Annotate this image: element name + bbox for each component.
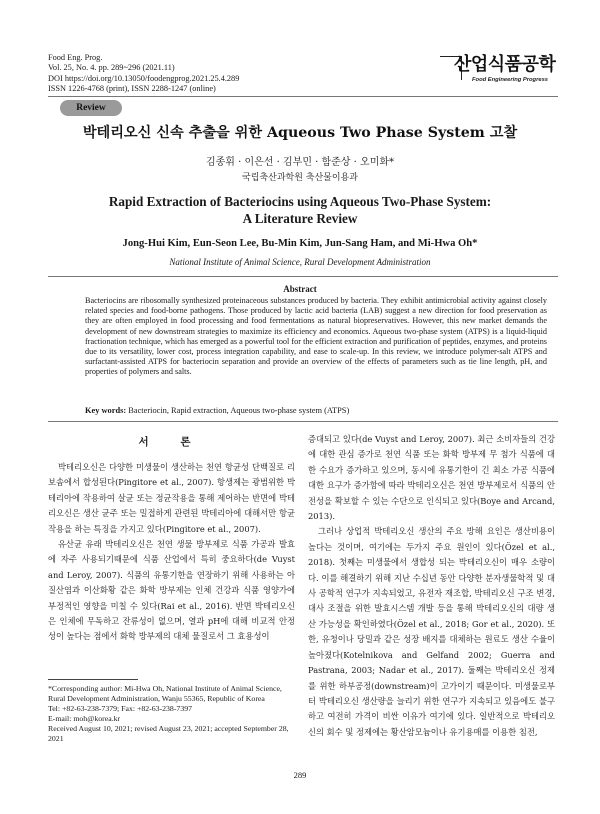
review-badge: Review bbox=[60, 100, 122, 116]
authors-korean: 김종휘 · 이은선 · 김부민 · 함준상 · 오미화* bbox=[205, 157, 395, 168]
footnote-rule bbox=[48, 679, 138, 680]
section-heading-introduction: 서 론 bbox=[138, 436, 205, 448]
abstract-top-rule bbox=[48, 276, 558, 277]
abstract-text: Bacteriocins are ribosomally synthesized proteinaceous substances produced by bacteria. They exhibit antimicrobial activity against closely related species and food-borne pathogens. Those produced by lactic acid bacteria (LAB) suggest a new direction for food preservation as they are often employed in food processing and food fermentations as natural biopreservatives. However, this new market demands the development of new downstream strategies to maximize its efficiency and economics. Aqueous two-phase system (ATPS) is a liquid-liquid fractionation technique, which has emerged as a powerful tool for the efficient extraction and purification of peptides, enzymes, and proteins due to its versatility, lower cost, process integration capability, and ease to scale-up. In this review, we introduce polymer-salt ATPS and surfactant-assisted ATPS for bacteriocin separation and provide an overview of the effects of parameters such as tie line length, pH, and properties of polymers and salts. bbox=[85, 296, 547, 377]
paragraph: 유산균 유래 박테리오신은 천연 생물 방부제로 식품 가공과 발효에 자주 사용되기때문에 식품 산업에서 특히 중요하다(de Vuyst and Leroy, 2007). 식품의 유통기한을 연장하기 위해 사용하는 아질산염과 이산화황 같은 화학 방부제는 인체 건강과 식품 영양가에 부정적인 영향을 미칠 수 있다(Rai et al., 2016). 반면 박테리오신은 인체에 무독하고 잔류성이 없으며, 열과 pH에 대해 비교적 안정성이 높다는 점에서 화학 방부제의 대체 물질로서 그 효용성이 bbox=[48, 539, 295, 642]
abstract-heading: Abstract bbox=[283, 284, 317, 294]
footnote-email[interactable]: E-mail: moh@korea.kr bbox=[48, 714, 121, 723]
title-korean: 박테리오신 신속 추출을 위한 Aqueous Two Phase System 고찰 bbox=[82, 125, 518, 141]
authors-english: Jong-Hui Kim, Eun-Seon Lee, Bu-Min Kim, Jun-Sang Ham, and Mi-Hwa Oh* bbox=[122, 238, 478, 249]
keywords-label: Key words: bbox=[85, 406, 127, 415]
title-english-line2: A Literature Review bbox=[242, 210, 358, 226]
footnote-phone: Tel: +82-63-238-7379; Fax: +82-63-238-7397 bbox=[48, 704, 193, 713]
logo-subtitle: Food Engineering Progress bbox=[472, 77, 549, 83]
keywords-value: Bacteriocin, Rapid extraction, Aqueous two-phase system (ATPS) bbox=[128, 406, 350, 415]
right-column bbox=[308, 432, 555, 740]
paragraph: 박테리오신은 다양한 미생물이 생산하는 천연 항균성 단백질로 리보솜에서 합성된다(Pingitore et al., 2007). 항생제는 광범위한 박테리아에 작용하여 살균 또는 정균작용을 통해 제어하는 반면에 박테리오신은 생산 균주 또는 밀접하게 관련된 박테리아에 대해서만 항균작용을 하는 특징을 가지고 있다(Pingitore et al., 2007). bbox=[48, 462, 295, 534]
journal-issn: ISSN 1226-4768 (print), ISSN 2288-1247 (online) bbox=[48, 84, 216, 94]
keywords bbox=[85, 406, 547, 415]
abstract-bottom-rule bbox=[48, 421, 558, 422]
logo-text: 산업식품공학 bbox=[454, 54, 556, 75]
journal-info bbox=[48, 53, 239, 95]
journal-volume: Vol. 25, No. 4. pp. 289~296 (2021.11) bbox=[48, 63, 175, 73]
paragraph: 그러나 상업적 박테리오신 생산의 주요 방해 요인은 생산비용이 높다는 것이며, 여기에는 두가지 주요 원인이 있다(Özel et al., 2018). 첫째는 미생물에서 생합성 되는 박테리오신이 매우 소량이다. 이를 해결하기 위해 지난 수십년 동안 다양한 분자생물학적 및 대사 공학적 연구가 지속되었고, 유전자 재조합, 박테리오신 구조 변경, 대사 조절을 위한 발효시스템 개발 등을 통해 박테리오신의 대량 생산 가능성을 확인하였다(Özel et al., 2018; Gor et al., 2020). 또한, 유청이나 당밀과 같은 성장 배지를 대체하는 원료도 생산 수율이 높아졌다(Kotelnikova and Gelfand 2002; Guerra and Pastrana, 2003; Nadar et al., 2017). 둘째는 박테리오신 정제를 위한 하부공정(downstream)이 고가이기 때문이다. 미생물로부터 박테리오신 생산량을 늘리기 위한 연구가 지속되고 있음에도 불구하고 여전히 가격이 비싼 이유가 여기에 있다. 일반적으로 박테리오신의 회수 및 정제에는 황산암모늄이나 유기용매를 이용한 침전, bbox=[308, 526, 555, 737]
paragraph: 증대되고 있다(de Vuyst and Leroy, 2007). 최근 소비자들의 건강에 대한 관심 증가로 천연 식품 또는 화학 방부제 무 첨가 식품에 대한 수요가 증가하고 있으며, 동시에 유통기한이 긴 최소 가공 식품에 대한 요구가 증가함에 따라 박테리오신은 천연 방부제로서 식품의 안전성을 확보할 수 있는 수단으로 인식되고 있다(Boye and Arcand, 2013). bbox=[308, 434, 555, 522]
footnote-corresponding: *Corresponding author: Mi-Hwa Oh, National Institute of Animal Science, Rural Development Administration, Wanju 55365, Republic of Korea bbox=[48, 684, 282, 703]
header-rule bbox=[48, 96, 558, 97]
affiliation-korean: 국립축산과학원 축산물이용과 bbox=[242, 173, 358, 183]
page-number: 289 bbox=[293, 770, 307, 780]
left-column bbox=[48, 460, 295, 645]
title-english bbox=[0, 194, 600, 227]
footnote-dates: Received August 10, 2021; revised August 23, 2021; accepted September 28, 2021 bbox=[48, 724, 289, 743]
affiliation-english: National Institute of Animal Science, Rural Development Administration bbox=[169, 257, 431, 267]
footnote bbox=[48, 684, 295, 744]
journal-doi[interactable]: DOI https://doi.org/10.13050/foodengprog.2021.25.4.289 bbox=[48, 73, 240, 83]
journal-logo bbox=[440, 50, 558, 92]
journal-name: Food Eng. Prog. bbox=[48, 53, 103, 62]
title-english-line1: Rapid Extraction of Bacteriocins using Aqueous Two-Phase System: bbox=[108, 194, 492, 209]
